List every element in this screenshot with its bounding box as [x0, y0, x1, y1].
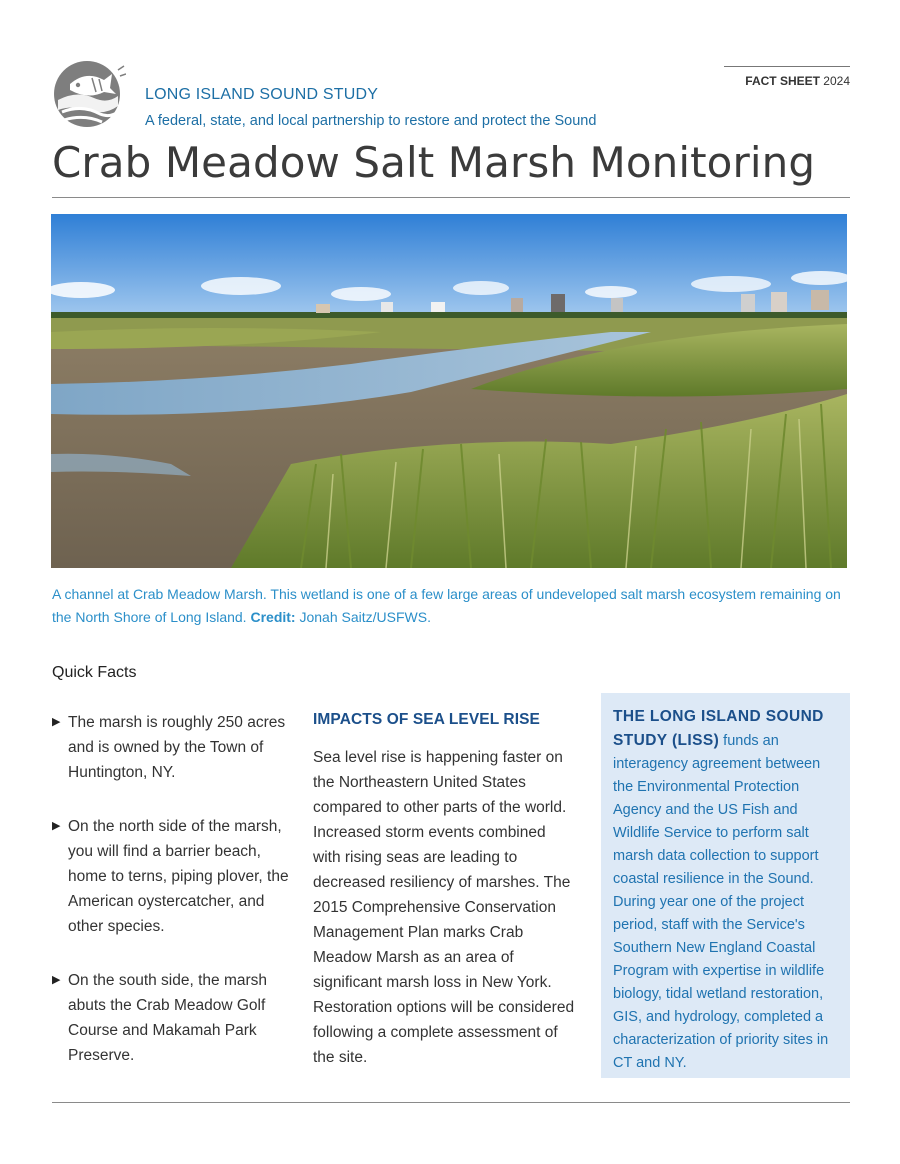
triangle-bullet-icon: ▶	[52, 716, 61, 728]
quick-facts-title: Quick Facts	[52, 664, 137, 681]
caption-text: A channel at Crab Meadow Marsh. This wetland is one of a few large areas of undeveloped salt marsh ecosystem remaining on the North Shore of Long Island.	[52, 586, 841, 625]
caption-credit-label: Credit:	[250, 609, 296, 625]
fact-sheet-label	[724, 66, 850, 88]
liss-lead: THE LONG ISLAND SOUND STUDY (LISS)	[613, 708, 824, 749]
org-name: LONG ISLAND SOUND STUDY	[145, 86, 379, 103]
page-title: Crab Meadow Salt Marsh Monitoring	[52, 138, 816, 187]
fact-sheet-text: FACT SHEET	[745, 74, 820, 88]
list-item	[52, 710, 292, 785]
sea-level-body: Sea level rise is happening faster on the Northeastern United States compared to other parts of the world. Increased storm events combined with rising seas are leading to decreased resiliency of marshes. The 2015 Comprehensive Conservation Management Plan marks Crab Meadow Marsh as an area of significant marsh loss in New York. Restoration options will be considered following a complete assessment of the site.	[313, 749, 575, 1066]
salt-marsh-photo	[51, 214, 847, 568]
long-island-sound-study-logo	[52, 60, 126, 130]
liss-info-text	[613, 705, 843, 1075]
fact-text: On the north side of the marsh, you will find a barrier beach, home to terns, piping plover, the American oystercatcher, and other species.	[68, 818, 289, 935]
title-divider	[52, 197, 850, 198]
caption-credit: Jonah Saitz/USFWS.	[299, 609, 431, 625]
photo-caption	[52, 583, 842, 629]
list-item	[52, 814, 292, 939]
list-item	[52, 968, 292, 1068]
quick-facts-list	[52, 710, 292, 1097]
liss-body: funds an interagency agreement between the Environmental Protection Agency and the US Fish and Wildlife Service to perform salt marsh data collection to support coastal resilience in the Sound. During year one of the project period, staff with the Service's Southern New England Coastal Program with expertise in wildlife biology, tidal wetland restoration, GIS, and hydrology, completed a characterization of priority sites in CT and NY.	[613, 733, 829, 1071]
fact-text: On the south side, the marsh abuts the Crab Meadow Golf Course and Makamah Park Preserve.	[68, 972, 268, 1064]
fact-text: The marsh is roughly 250 acres and is owned by the Town of Huntington, NY.	[68, 714, 286, 781]
triangle-bullet-icon: ▶	[52, 820, 61, 832]
sea-level-heading: IMPACTS OF SEA LEVEL RISE	[313, 711, 540, 728]
org-tagline: A federal, state, and local partnership to restore and protect the Sound	[145, 113, 597, 129]
fact-sheet-year: 2024	[823, 74, 850, 88]
bottom-divider	[52, 1102, 850, 1103]
triangle-bullet-icon: ▶	[52, 974, 61, 986]
